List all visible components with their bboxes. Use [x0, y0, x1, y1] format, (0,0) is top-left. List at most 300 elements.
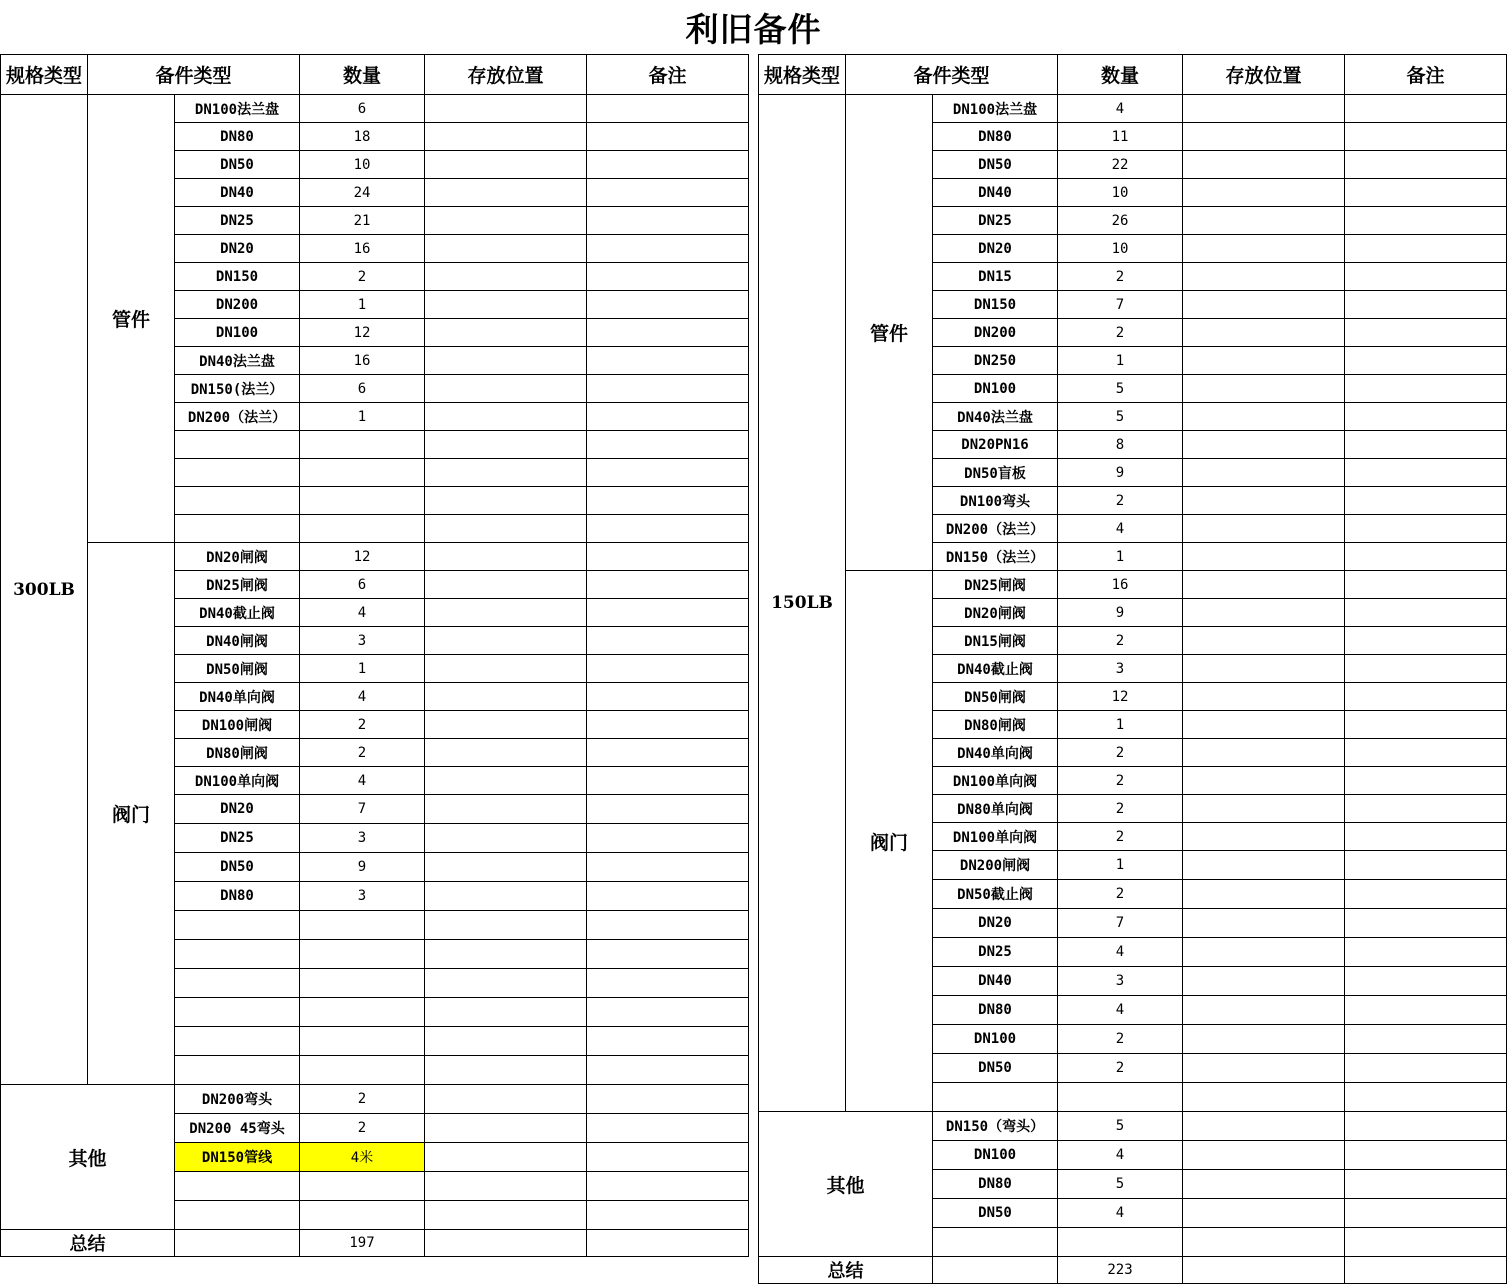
summary-empty-cell — [933, 1257, 1058, 1284]
header-part-type: 备件类型 — [846, 55, 1058, 95]
part-name-cell — [175, 969, 300, 998]
quantity-cell: 24 — [300, 179, 425, 207]
header-quantity: 数量 — [1058, 55, 1183, 95]
table-row — [1, 543, 749, 571]
part-name-cell: DN100单向阀 — [933, 767, 1058, 795]
location-cell — [1183, 1025, 1345, 1054]
remarks-cell — [1345, 235, 1507, 263]
quantity-cell: 4 — [1058, 996, 1183, 1025]
part-name-cell: DN25 — [933, 207, 1058, 235]
part-name-cell: DN100法兰盘 — [175, 95, 300, 123]
location-cell — [1183, 1141, 1345, 1170]
quantity-cell: 4 — [1058, 1199, 1183, 1228]
part-name-cell: DN80 — [933, 123, 1058, 151]
spec-type-cell: 150LB — [759, 95, 846, 1112]
location-cell — [425, 431, 587, 459]
sheet-title: 利旧备件 — [685, 9, 822, 49]
location-cell — [425, 1027, 587, 1056]
part-name-cell: DN15 — [933, 263, 1058, 291]
part-name-cell: DN40截止阀 — [175, 599, 300, 627]
quantity-cell — [300, 1027, 425, 1056]
remarks-cell — [1345, 403, 1507, 431]
part-name-cell — [933, 1228, 1058, 1257]
remarks-cell — [1345, 1199, 1507, 1228]
remarks-cell — [587, 431, 749, 459]
remarks-cell — [587, 1172, 749, 1201]
quantity-cell: 1 — [1058, 711, 1183, 739]
part-name-cell: DN200（法兰） — [933, 515, 1058, 543]
location-cell — [1183, 123, 1345, 151]
quantity-cell — [300, 1056, 425, 1085]
part-name-cell — [175, 515, 300, 543]
quantity-cell: 2 — [1058, 795, 1183, 823]
part-name-cell: DN20 — [175, 795, 300, 824]
part-name-cell: DN100 — [933, 1141, 1058, 1170]
location-cell — [425, 571, 587, 599]
location-cell — [1183, 655, 1345, 683]
header-row — [759, 55, 1507, 95]
location-cell — [425, 375, 587, 403]
quantity-cell: 2 — [1058, 627, 1183, 655]
quantity-cell: 7 — [1058, 909, 1183, 938]
remarks-cell — [587, 151, 749, 179]
part-name-cell: DN100法兰盘 — [933, 95, 1058, 123]
quantity-cell: 6 — [300, 571, 425, 599]
location-cell — [425, 599, 587, 627]
remarks-cell — [1345, 375, 1507, 403]
part-name-cell: DN50 — [175, 853, 300, 882]
part-name-cell: DN150管线 — [175, 1143, 300, 1172]
remarks-cell — [1345, 263, 1507, 291]
quantity-cell: 11 — [1058, 123, 1183, 151]
remarks-cell — [587, 767, 749, 795]
quantity-cell — [300, 911, 425, 940]
category-valves: 阀门 — [846, 571, 933, 1112]
remarks-cell — [1345, 909, 1507, 938]
remarks-cell — [1345, 938, 1507, 967]
location-cell — [425, 1143, 587, 1172]
remarks-cell — [1345, 459, 1507, 487]
header-row — [1, 55, 749, 95]
location-cell — [1183, 151, 1345, 179]
quantity-cell: 3 — [1058, 655, 1183, 683]
remarks-cell — [587, 969, 749, 998]
remarks-cell — [1345, 207, 1507, 235]
remarks-cell — [1345, 1141, 1507, 1170]
location-cell — [1183, 1054, 1345, 1083]
part-name-cell: DN80 — [933, 996, 1058, 1025]
quantity-cell — [300, 1201, 425, 1230]
location-cell — [1183, 403, 1345, 431]
part-name-cell: DN100单向阀 — [933, 823, 1058, 851]
remarks-cell — [1345, 1054, 1507, 1083]
part-name-cell: DN40 — [933, 967, 1058, 996]
location-cell — [1183, 235, 1345, 263]
part-name-cell — [175, 431, 300, 459]
quantity-cell: 12 — [300, 543, 425, 571]
part-name-cell: DN40单向阀 — [933, 739, 1058, 767]
quantity-cell: 2 — [1058, 823, 1183, 851]
part-name-cell: DN80单向阀 — [933, 795, 1058, 823]
location-cell — [1183, 263, 1345, 291]
part-name-cell: DN50 — [175, 151, 300, 179]
location-cell — [1183, 179, 1345, 207]
remarks-cell — [1345, 683, 1507, 711]
column-gap — [749, 54, 758, 1283]
part-name-cell — [175, 940, 300, 969]
location-cell — [1183, 851, 1345, 880]
location-cell — [1183, 1199, 1345, 1228]
remarks-cell — [587, 1201, 749, 1230]
quantity-cell: 2 — [1058, 487, 1183, 515]
remarks-cell — [587, 824, 749, 853]
header-spec-type: 规格类型 — [759, 55, 846, 95]
header-part-type: 备件类型 — [88, 55, 300, 95]
part-name-cell: DN40法兰盘 — [933, 403, 1058, 431]
quantity-cell: 16 — [1058, 571, 1183, 599]
part-name-cell: DN200（法兰） — [175, 403, 300, 431]
quantity-cell: 4米 — [300, 1143, 425, 1172]
quantity-cell: 22 — [1058, 151, 1183, 179]
quantity-cell: 1 — [1058, 543, 1183, 571]
quantity-cell: 2 — [1058, 1025, 1183, 1054]
remarks-cell — [1345, 319, 1507, 347]
summary-row — [1, 1230, 749, 1257]
remarks-cell — [587, 1085, 749, 1114]
location-cell — [1183, 1083, 1345, 1112]
quantity-cell: 3 — [300, 824, 425, 853]
quantity-cell: 2 — [1058, 767, 1183, 795]
remarks-cell — [587, 291, 749, 319]
quantity-cell — [300, 459, 425, 487]
remarks-cell — [587, 911, 749, 940]
location-cell — [425, 767, 587, 795]
part-name-cell: DN25 — [933, 938, 1058, 967]
quantity-cell: 9 — [1058, 459, 1183, 487]
remarks-cell — [1345, 655, 1507, 683]
quantity-cell: 2 — [1058, 263, 1183, 291]
part-name-cell: DN150（法兰） — [933, 543, 1058, 571]
remarks-cell — [1345, 123, 1507, 151]
location-cell — [425, 207, 587, 235]
quantity-cell — [300, 515, 425, 543]
part-name-cell: DN50 — [933, 1054, 1058, 1083]
location-cell — [425, 940, 587, 969]
quantity-cell — [300, 940, 425, 969]
location-cell — [1183, 767, 1345, 795]
quantity-cell: 12 — [1058, 683, 1183, 711]
part-name-cell: DN100弯头 — [933, 487, 1058, 515]
quantity-cell: 12 — [300, 319, 425, 347]
part-name-cell — [175, 911, 300, 940]
location-cell — [1183, 1257, 1345, 1284]
part-name-cell: DN100闸阀 — [175, 711, 300, 739]
remarks-cell — [1345, 1228, 1507, 1257]
part-name-cell: DN40截止阀 — [933, 655, 1058, 683]
remarks-cell — [587, 1056, 749, 1085]
quantity-cell — [1058, 1083, 1183, 1112]
part-name-cell: DN50截止阀 — [933, 880, 1058, 909]
location-cell — [425, 969, 587, 998]
remarks-cell — [1345, 291, 1507, 319]
part-name-cell: DN40闸阀 — [175, 627, 300, 655]
part-name-cell: DN20 — [175, 235, 300, 263]
quantity-cell — [300, 998, 425, 1027]
part-name-cell: DN100 — [933, 1025, 1058, 1054]
location-cell — [425, 95, 587, 123]
location-cell — [1183, 95, 1345, 123]
quantity-cell: 18 — [300, 123, 425, 151]
part-name-cell — [933, 1083, 1058, 1112]
part-name-cell: DN20闸阀 — [175, 543, 300, 571]
remarks-cell — [1345, 739, 1507, 767]
quantity-cell: 6 — [300, 95, 425, 123]
remarks-cell — [1345, 1257, 1507, 1284]
remarks-cell — [587, 882, 749, 911]
remarks-cell — [587, 543, 749, 571]
location-cell — [1183, 487, 1345, 515]
location-cell — [1183, 291, 1345, 319]
location-cell — [1183, 347, 1345, 375]
summary-total: 223 — [1058, 1257, 1183, 1284]
header-spec-type: 规格类型 — [1, 55, 88, 95]
remarks-cell — [587, 515, 749, 543]
header-location: 存放位置 — [1183, 55, 1345, 95]
remarks-cell — [1345, 1083, 1507, 1112]
quantity-cell: 2 — [1058, 739, 1183, 767]
location-cell — [425, 347, 587, 375]
quantity-cell: 2 — [300, 711, 425, 739]
summary-row — [759, 1257, 1507, 1284]
part-name-cell — [175, 459, 300, 487]
location-cell — [1183, 1112, 1345, 1141]
remarks-cell — [1345, 767, 1507, 795]
quantity-cell: 2 — [1058, 880, 1183, 909]
remarks-cell — [1345, 571, 1507, 599]
remarks-cell — [587, 1114, 749, 1143]
part-name-cell: DN200弯头 — [175, 1085, 300, 1114]
quantity-cell: 21 — [300, 207, 425, 235]
remarks-cell — [587, 375, 749, 403]
table-row — [759, 95, 1507, 123]
part-name-cell: DN20闸阀 — [933, 599, 1058, 627]
location-cell — [425, 123, 587, 151]
location-cell — [1183, 739, 1345, 767]
remarks-cell — [1345, 515, 1507, 543]
location-cell — [425, 263, 587, 291]
quantity-cell — [1058, 1228, 1183, 1257]
part-name-cell — [175, 1056, 300, 1085]
location-cell — [1183, 711, 1345, 739]
quantity-cell: 2 — [300, 1085, 425, 1114]
location-cell — [425, 179, 587, 207]
remarks-cell — [587, 263, 749, 291]
part-name-cell: DN100单向阀 — [175, 767, 300, 795]
category-other: 其他 — [759, 1112, 933, 1257]
quantity-cell: 2 — [1058, 1054, 1183, 1083]
part-name-cell: DN80闸阀 — [933, 711, 1058, 739]
part-name-cell: DN150(法兰） — [175, 375, 300, 403]
part-name-cell: DN200 45弯头 — [175, 1114, 300, 1143]
part-name-cell: DN100 — [175, 319, 300, 347]
location-cell — [425, 543, 587, 571]
quantity-cell: 2 — [300, 1114, 425, 1143]
part-name-cell: DN20 — [933, 909, 1058, 938]
remarks-cell — [1345, 151, 1507, 179]
part-name-cell — [175, 1027, 300, 1056]
location-cell — [425, 795, 587, 824]
quantity-cell: 3 — [300, 627, 425, 655]
location-cell — [425, 882, 587, 911]
part-name-cell: DN15闸阀 — [933, 627, 1058, 655]
location-cell — [425, 1085, 587, 1114]
part-name-cell — [175, 1201, 300, 1230]
location-cell — [1183, 909, 1345, 938]
remarks-cell — [1345, 179, 1507, 207]
location-cell — [425, 711, 587, 739]
summary-label: 总结 — [1, 1230, 175, 1257]
location-cell — [1183, 627, 1345, 655]
remarks-cell — [1345, 95, 1507, 123]
quantity-cell: 16 — [300, 347, 425, 375]
location-cell — [1183, 515, 1345, 543]
quantity-cell: 9 — [1058, 599, 1183, 627]
remarks-cell — [587, 347, 749, 375]
part-name-cell: DN150 — [175, 263, 300, 291]
part-name-cell — [175, 1172, 300, 1201]
remarks-cell — [587, 998, 749, 1027]
summary-empty-cell — [175, 1230, 300, 1257]
location-cell — [425, 911, 587, 940]
part-name-cell: DN40 — [175, 179, 300, 207]
location-cell — [425, 459, 587, 487]
remarks-cell — [587, 123, 749, 151]
remarks-cell — [587, 571, 749, 599]
location-cell — [425, 853, 587, 882]
part-name-cell: DN20 — [933, 235, 1058, 263]
location-cell — [1183, 1170, 1345, 1199]
part-name-cell: DN50 — [933, 1199, 1058, 1228]
remarks-cell — [587, 487, 749, 515]
part-name-cell — [175, 998, 300, 1027]
remarks-cell — [587, 599, 749, 627]
remarks-cell — [587, 655, 749, 683]
quantity-cell: 2 — [300, 263, 425, 291]
quantity-cell: 9 — [300, 853, 425, 882]
part-name-cell: DN50盲板 — [933, 459, 1058, 487]
location-cell — [1183, 795, 1345, 823]
remarks-cell — [1345, 431, 1507, 459]
quantity-cell: 4 — [300, 683, 425, 711]
part-name-cell: DN200闸阀 — [933, 851, 1058, 880]
quantity-cell: 4 — [300, 767, 425, 795]
header-location: 存放位置 — [425, 55, 587, 95]
part-name-cell: DN80 — [933, 1170, 1058, 1199]
table-row — [1, 1085, 749, 1114]
quantity-cell: 26 — [1058, 207, 1183, 235]
remarks-cell — [587, 795, 749, 824]
location-cell — [1183, 375, 1345, 403]
spare-parts-table-300lb — [0, 54, 749, 1257]
table-row — [759, 571, 1507, 599]
location-cell — [1183, 571, 1345, 599]
part-name-cell: DN150 — [933, 291, 1058, 319]
remarks-cell — [1345, 823, 1507, 851]
remarks-cell — [1345, 1025, 1507, 1054]
part-name-cell: DN80 — [175, 123, 300, 151]
quantity-cell: 2 — [1058, 319, 1183, 347]
quantity-cell: 4 — [1058, 515, 1183, 543]
part-name-cell: DN80闸阀 — [175, 739, 300, 767]
part-name-cell — [175, 487, 300, 515]
quantity-cell: 1 — [1058, 347, 1183, 375]
location-cell — [425, 655, 587, 683]
location-cell — [425, 235, 587, 263]
summary-total: 197 — [300, 1230, 425, 1257]
remarks-cell — [1345, 996, 1507, 1025]
header-quantity: 数量 — [300, 55, 425, 95]
quantity-cell: 3 — [300, 882, 425, 911]
remarks-cell — [587, 95, 749, 123]
table-row — [759, 1112, 1507, 1141]
location-cell — [425, 1114, 587, 1143]
part-name-cell: DN50闸阀 — [933, 683, 1058, 711]
remarks-cell — [587, 319, 749, 347]
location-cell — [1183, 207, 1345, 235]
location-cell — [425, 824, 587, 853]
remarks-cell — [1345, 599, 1507, 627]
quantity-cell: 6 — [300, 375, 425, 403]
location-cell — [1183, 880, 1345, 909]
location-cell — [425, 319, 587, 347]
part-name-cell: DN150（弯头） — [933, 1112, 1058, 1141]
location-cell — [425, 1172, 587, 1201]
quantity-cell: 3 — [1058, 967, 1183, 996]
quantity-cell: 5 — [1058, 1170, 1183, 1199]
spec-type-cell: 300LB — [1, 95, 88, 1085]
location-cell — [425, 1056, 587, 1085]
table-row — [1, 95, 749, 123]
quantity-cell — [300, 431, 425, 459]
remarks-cell — [587, 683, 749, 711]
part-name-cell: DN40单向阀 — [175, 683, 300, 711]
remarks-cell — [1345, 1112, 1507, 1141]
remarks-cell — [587, 403, 749, 431]
remarks-cell — [587, 1143, 749, 1172]
location-cell — [425, 151, 587, 179]
quantity-cell: 1 — [300, 291, 425, 319]
remarks-cell — [1345, 347, 1507, 375]
location-cell — [425, 739, 587, 767]
part-name-cell: DN200 — [175, 291, 300, 319]
spare-parts-table-150lb — [758, 54, 1507, 1284]
location-cell — [425, 291, 587, 319]
part-name-cell: DN200 — [933, 319, 1058, 347]
part-name-cell: DN80 — [175, 882, 300, 911]
quantity-cell: 2 — [300, 739, 425, 767]
quantity-cell — [300, 487, 425, 515]
remarks-cell — [587, 207, 749, 235]
quantity-cell: 10 — [300, 151, 425, 179]
location-cell — [425, 1201, 587, 1230]
part-name-cell: DN25闸阀 — [175, 571, 300, 599]
category-fittings: 管件 — [846, 95, 933, 571]
part-name-cell: DN40法兰盘 — [175, 347, 300, 375]
location-cell — [1183, 967, 1345, 996]
remarks-cell — [1345, 1170, 1507, 1199]
part-name-cell: DN25闸阀 — [933, 571, 1058, 599]
quantity-cell — [300, 969, 425, 998]
